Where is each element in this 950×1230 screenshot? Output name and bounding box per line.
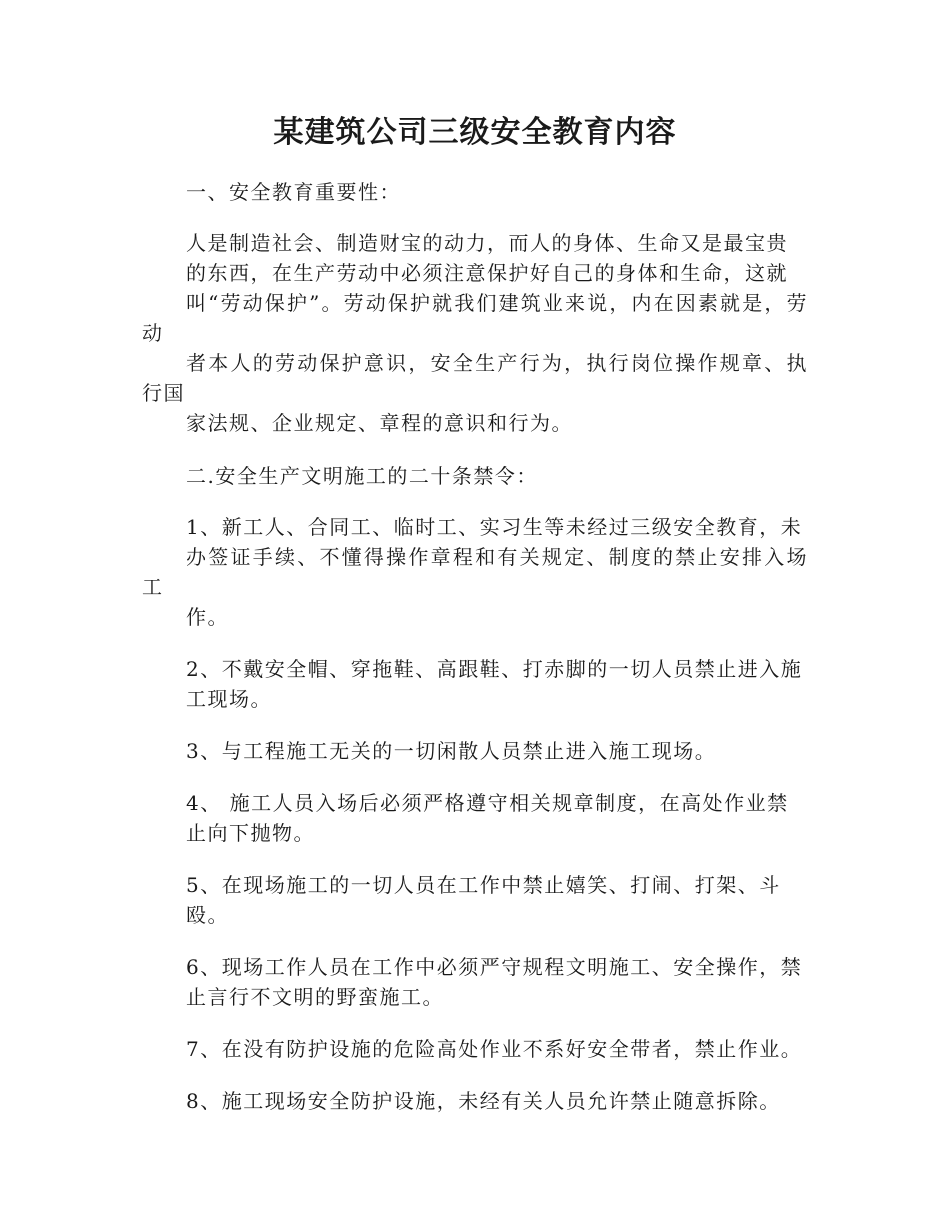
item-line: 2、不戴安全帽、穿拖鞋、高跟鞋、打赤脚的一切人员禁止进入施 (186, 657, 803, 681)
item-line: 7、在没有防护设施的危险高处作业不系好安全带者，禁止作业。 (186, 1037, 803, 1061)
item-line: 止言行不文明的野蛮施工。 (186, 985, 444, 1009)
paragraph-line: 人是制造社会、制造财宝的动力，而人的身体、生命又是最宝贵 (186, 231, 788, 255)
section-heading-importance: 一、安全教育重要性： (186, 180, 401, 204)
prohibition-item-6 (142, 952, 808, 1012)
item-line: 办签证手续、不懂得操作章程和有关规定、制度的禁止安排入场工 (142, 545, 808, 599)
item-line: 3、与工程施工无关的一切闲散人员禁止进入施工现场。 (186, 739, 717, 763)
paragraph-line: 叫“劳动保护”。劳动保护就我们建筑业来说，内在因素就是，劳动 (142, 291, 808, 345)
item-line: 止向下抛物。 (186, 821, 315, 845)
prohibition-item-4 (142, 788, 808, 848)
prohibition-item-1 (142, 512, 808, 632)
paragraph-line: 者本人的劳动保护意识，安全生产行为，执行岗位操作规章、执行国 (142, 351, 808, 405)
prohibition-item-3 (142, 736, 808, 766)
prohibition-item-5 (142, 870, 808, 930)
item-line: 5、在现场施工的一切人员在工作中禁止嬉笑、打闹、打架、斗 (186, 873, 781, 897)
item-line: 6、现场工作人员在工作中必须严守规程文明施工、安全操作，禁 (186, 955, 803, 979)
item-line: 作。 (186, 605, 229, 629)
item-line: 8、施工现场安全防护设施，未经有关人员允许禁止随意拆除。 (186, 1089, 781, 1113)
prohibition-item-2 (142, 654, 808, 714)
section-heading-prohibitions: 二.安全生产文明施工的二十条禁令： (186, 464, 538, 488)
paragraph-line: 的东西，在生产劳动中必须注意保护好自己的身体和生命，这就 (186, 261, 788, 285)
document-page (142, 108, 808, 1116)
item-line: 工现场。 (186, 687, 272, 711)
item-line: 4、 施工人员入场后必须严格遵守相关规章制度，在高处作业禁 (186, 791, 789, 815)
item-line: 1、新工人、合同工、临时工、实习生等未经过三级安全教育，未 (186, 515, 803, 539)
paragraph-importance (142, 228, 808, 438)
prohibition-item-8 (142, 1086, 808, 1116)
document-title: 某建筑公司三级安全教育内容 (273, 115, 677, 150)
prohibition-item-7 (142, 1034, 808, 1064)
paragraph-line: 家法规、企业规定、章程的意识和行为。 (186, 411, 573, 435)
item-line: 殴。 (186, 903, 229, 927)
